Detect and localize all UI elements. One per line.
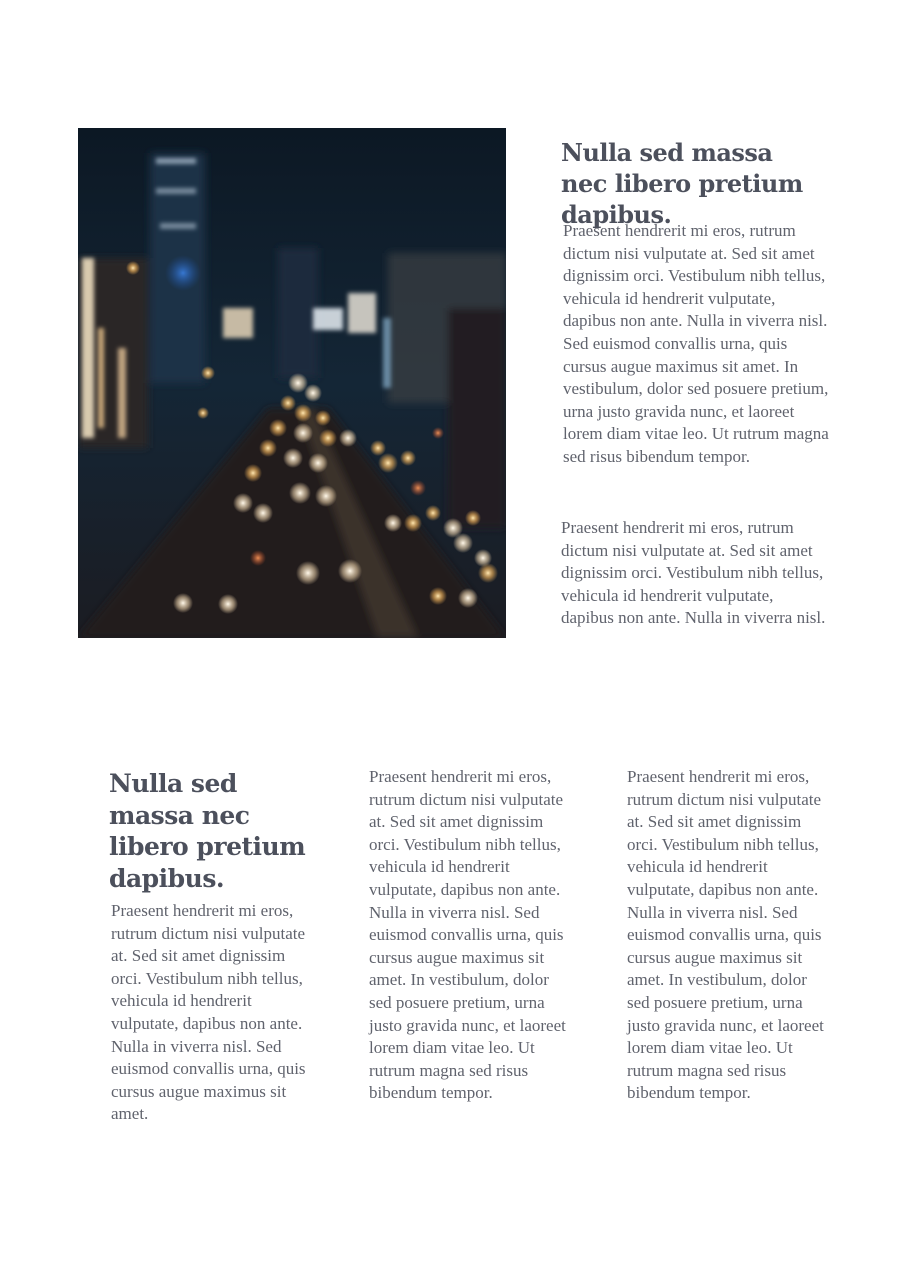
column-paragraph-middle: Praesent hendrerit mi eros, rutrum dictum nisi vulputate at. Sed sit amet dignissim orci. Vestibulum nibh tellus, vehicula id hendrerit vulputate, dapibus non ante. Nulla in viverra nisl. Sed euismod convallis urna, quis cursus augue maximus sit amet. In vestibulum, dolor sed posuere pretium, urna justo gravida nunc, et laoreet lorem diam vitae leo. Ut rutrum magna sed risus bibendum tempor. <box>369 767 566 1103</box>
body-paragraph: Praesent hendrerit mi eros, rutrum dictum nisi vulputate at. Sed sit amet dignissim orci. Vestibulum nibh tellus, vehicula id hendrerit vulputate, dapibus non ante. Nulla in viverra nisl. Sed euismod convallis urna, quis cursus augue maximus sit amet. <box>111 901 306 1124</box>
city-night-traffic-photo <box>78 128 506 638</box>
body-paragraph: Praesent hendrerit mi eros, rutrum dictum nisi vulputate at. Sed sit amet dignissim orci. Vestibulum nibh tellus, vehicula id hendrerit vulputate, dapibus non ante. Nulla in viverra nisl. <box>561 518 826 628</box>
section-heading: Nulla sed massa nec libero pretium dapibus. <box>109 769 306 893</box>
column-paragraph-right: Praesent hendrerit mi eros, rutrum dictum nisi vulputate at. Sed sit amet dignissim orci. Vestibulum nibh tellus, vehicula id hendrerit vulputate, dapibus non ante. Nulla in viverra nisl. Sed euismod convallis urna, quis cursus augue maximus sit amet. In vestibulum, dolor sed posuere pretium, urna justo gravida nunc, et laoreet lorem diam vitae leo. Ut rutrum magna sed risus bibendum tempor. <box>627 767 824 1103</box>
section-heading: Nulla sed massa nec libero pretium dapibus. <box>561 138 803 229</box>
body-paragraph: Praesent hendrerit mi eros, rutrum dictum nisi vulputate at. Sed sit amet dignissim orci. Vestibulum nibh tellus, vehicula id hendrerit vulputate, dapibus non ante. Nulla in viverra nisl. Sed euismod convallis urna, quis cursus augue maximus sit amet. In vestibulum, dolor sed posuere pretium, urna justo gravida nunc, et laoreet lorem diam vitae leo. Ut rutrum magna sed risus bibendum tempor. <box>563 221 829 466</box>
